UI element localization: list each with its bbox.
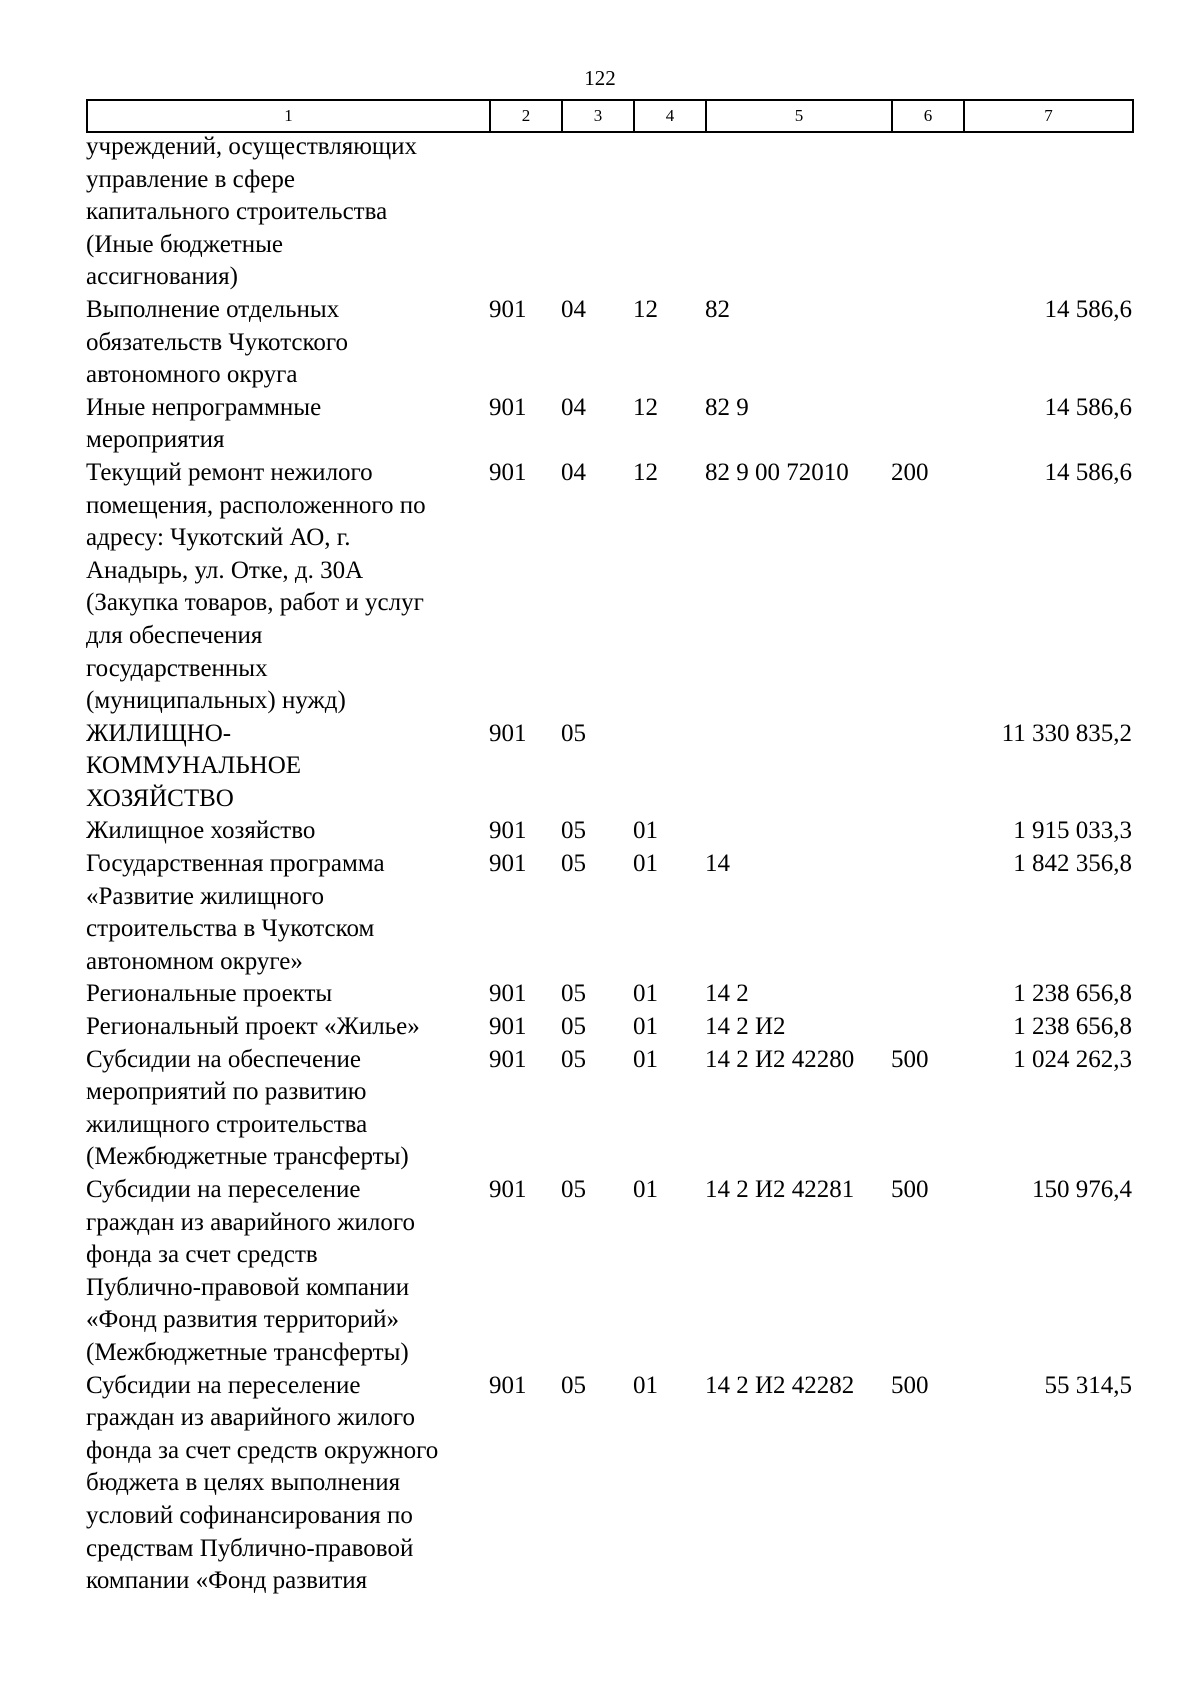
row-code-3-cell: 05 [561,980,586,1008]
column-header-row [86,99,1134,133]
row-code-4-cell: 01 [633,980,658,1008]
table-row [86,1044,1132,1174]
row-code-4-cell: 12 [633,295,658,323]
budget-table [86,131,1132,1598]
row-code-3-cell: 05 [561,1176,586,1203]
row-code-2-cell: 901 [489,1013,527,1041]
page-number: 122 [584,66,616,90]
row-amount-cell: 1 238 656,8 [1013,1013,1132,1041]
row-code-4-cell: 01 [633,817,658,845]
column-header-1: 1 [87,100,490,132]
row-code-5-cell: 14 2 И2 42281 [705,1176,855,1203]
row-name-cell: учреждений, осуществляющих управление в сфере капитального строительства (Иные бюджетные ассигнования) [86,133,418,291]
table-row [86,294,1132,392]
row-code-6-cell [891,718,963,816]
row-amount-cell: 14 586,6 [1044,393,1132,421]
row-code-2-cell: 901 [489,1045,527,1073]
row-code-3-cell: 05 [561,850,586,878]
row-name-cell: Региональные проекты [86,980,333,1008]
row-code-4-cell: 12 [633,393,658,421]
row-amount-cell: 14 586,6 [1044,458,1132,486]
row-code-5-cell: 14 2 И2 42282 [705,1371,855,1399]
row-amount-cell: 14 586,6 [1044,295,1132,323]
row-code-6-cell [891,815,963,848]
row-code-4-cell: 01 [633,1371,658,1399]
row-code-5-cell: 14 2 И2 [705,1013,786,1041]
column-header-3: 3 [562,100,634,132]
table-row [86,848,1132,978]
row-name-cell: Региональный проект «Жилье» [86,1013,420,1041]
table-row [86,1174,1132,1370]
row-name-cell: Текущий ремонт нежилого помещения, расположенного по адресу: Чукотский АО, г. Анадырь, ул. Отке, д. 30А (Закупка товаров, работ и услуг для обеспечения государственных (муниципальных) нужд) [86,458,426,715]
row-code-4-cell [633,131,705,294]
table-row [86,392,1132,457]
row-code-5-cell: 14 2 И2 42280 [705,1045,855,1073]
row-amount-cell: 150 976,4 [1032,1176,1132,1203]
row-code-3-cell: 05 [561,1371,586,1399]
row-code-3-cell [561,131,633,294]
row-code-4-cell: 01 [633,1176,658,1203]
row-code-2-cell: 901 [489,817,527,845]
row-name-cell: Иные непрограммные мероприятия [86,393,322,454]
row-code-4-cell [633,718,705,816]
row-amount-cell: 1 915 033,3 [1013,817,1132,845]
row-amount-cell: 11 330 835,2 [1001,719,1132,747]
row-amount-cell: 1 024 262,3 [1013,1045,1132,1073]
row-amount-cell: 1 238 656,8 [1013,980,1132,1008]
row-code-6-cell: 500 [891,1176,929,1203]
table-row [86,131,1132,294]
row-code-5-cell: 14 [705,850,730,878]
row-code-6-cell [891,392,963,457]
row-code-2-cell: 901 [489,1371,527,1399]
row-code-5-cell [705,718,891,816]
row-code-6-cell [891,131,963,294]
column-header-4: 4 [634,100,706,132]
table-row [86,978,1132,1011]
row-code-3-cell: 05 [561,1013,586,1041]
row-code-4-cell: 01 [633,1013,658,1041]
row-code-6-cell [891,978,963,1011]
row-code-6-cell [891,848,963,978]
row-code-6-cell [891,1011,963,1044]
row-code-5-cell: 82 9 00 72010 [705,458,849,486]
row-amount-cell: 1 842 356,8 [1013,850,1132,878]
row-code-2-cell: 901 [489,1176,527,1203]
row-code-3-cell: 04 [561,458,586,486]
table-row [86,1011,1132,1044]
row-code-6-cell: 500 [891,1045,929,1073]
row-code-2-cell: 901 [489,295,527,323]
row-amount-cell: 55 314,5 [1044,1371,1132,1399]
row-name-cell: Выполнение отдельных обязательств Чукотского автономного округа [86,295,349,389]
row-code-5-cell: 82 [705,295,730,323]
row-code-4-cell: 01 [633,850,658,878]
row-code-2-cell: 901 [489,850,527,878]
budget-table-body [86,131,1132,1598]
row-name-cell: Субсидии на переселение граждан из аварийного жилого фонда за счет средств Публично-правовой компании «Фонд развития территорий» (Межбюджетные трансферты) [86,1176,416,1366]
row-code-2-cell [489,131,561,294]
row-code-3-cell: 04 [561,295,586,323]
row-name-cell: Субсидии на обеспечение мероприятий по развитию жилищного строительства (Межбюджетные трансферты) [86,1045,409,1171]
row-code-2-cell: 901 [489,980,527,1008]
table-row [86,457,1132,718]
row-name-cell: Жилищное хозяйство [86,817,316,845]
row-code-3-cell: 05 [561,1045,586,1073]
row-name-cell: Государственная программа «Развитие жилищного строительства в Чукотском автономном округе» [86,850,385,975]
row-code-5-cell [705,131,891,294]
row-code-6-cell [891,294,963,392]
row-code-5-cell: 82 9 [705,393,749,421]
row-amount-cell [963,131,1132,294]
row-name-cell: ЖИЛИЩНО- КОММУНАЛЬНОЕ ХОЗЯЙСТВО [86,719,302,812]
row-code-3-cell: 04 [561,393,586,421]
row-code-2-cell: 901 [489,458,527,486]
column-header-7: 7 [964,100,1133,132]
column-header-2: 2 [490,100,562,132]
row-code-6-cell: 500 [891,1371,929,1399]
row-code-4-cell: 12 [633,458,658,486]
row-code-4-cell: 01 [633,1045,658,1073]
row-code-3-cell: 05 [561,719,586,747]
row-code-5-cell [705,815,891,848]
row-name-cell: Субсидии на переселение граждан из аварийного жилого фонда за счет средств окружного бюджета в целях выполнения условий софинансирования по средствам Публично-правовой компании «Фонд развития [86,1371,439,1595]
row-code-5-cell: 14 2 [705,980,749,1008]
table-row [86,718,1132,816]
table-row [86,815,1132,848]
row-code-3-cell: 05 [561,817,586,845]
row-code-2-cell: 901 [489,393,527,421]
column-header-5: 5 [706,100,892,132]
table-row [86,1370,1132,1598]
row-code-2-cell: 901 [489,719,527,747]
row-code-6-cell: 200 [891,458,929,486]
column-header-6: 6 [892,100,964,132]
